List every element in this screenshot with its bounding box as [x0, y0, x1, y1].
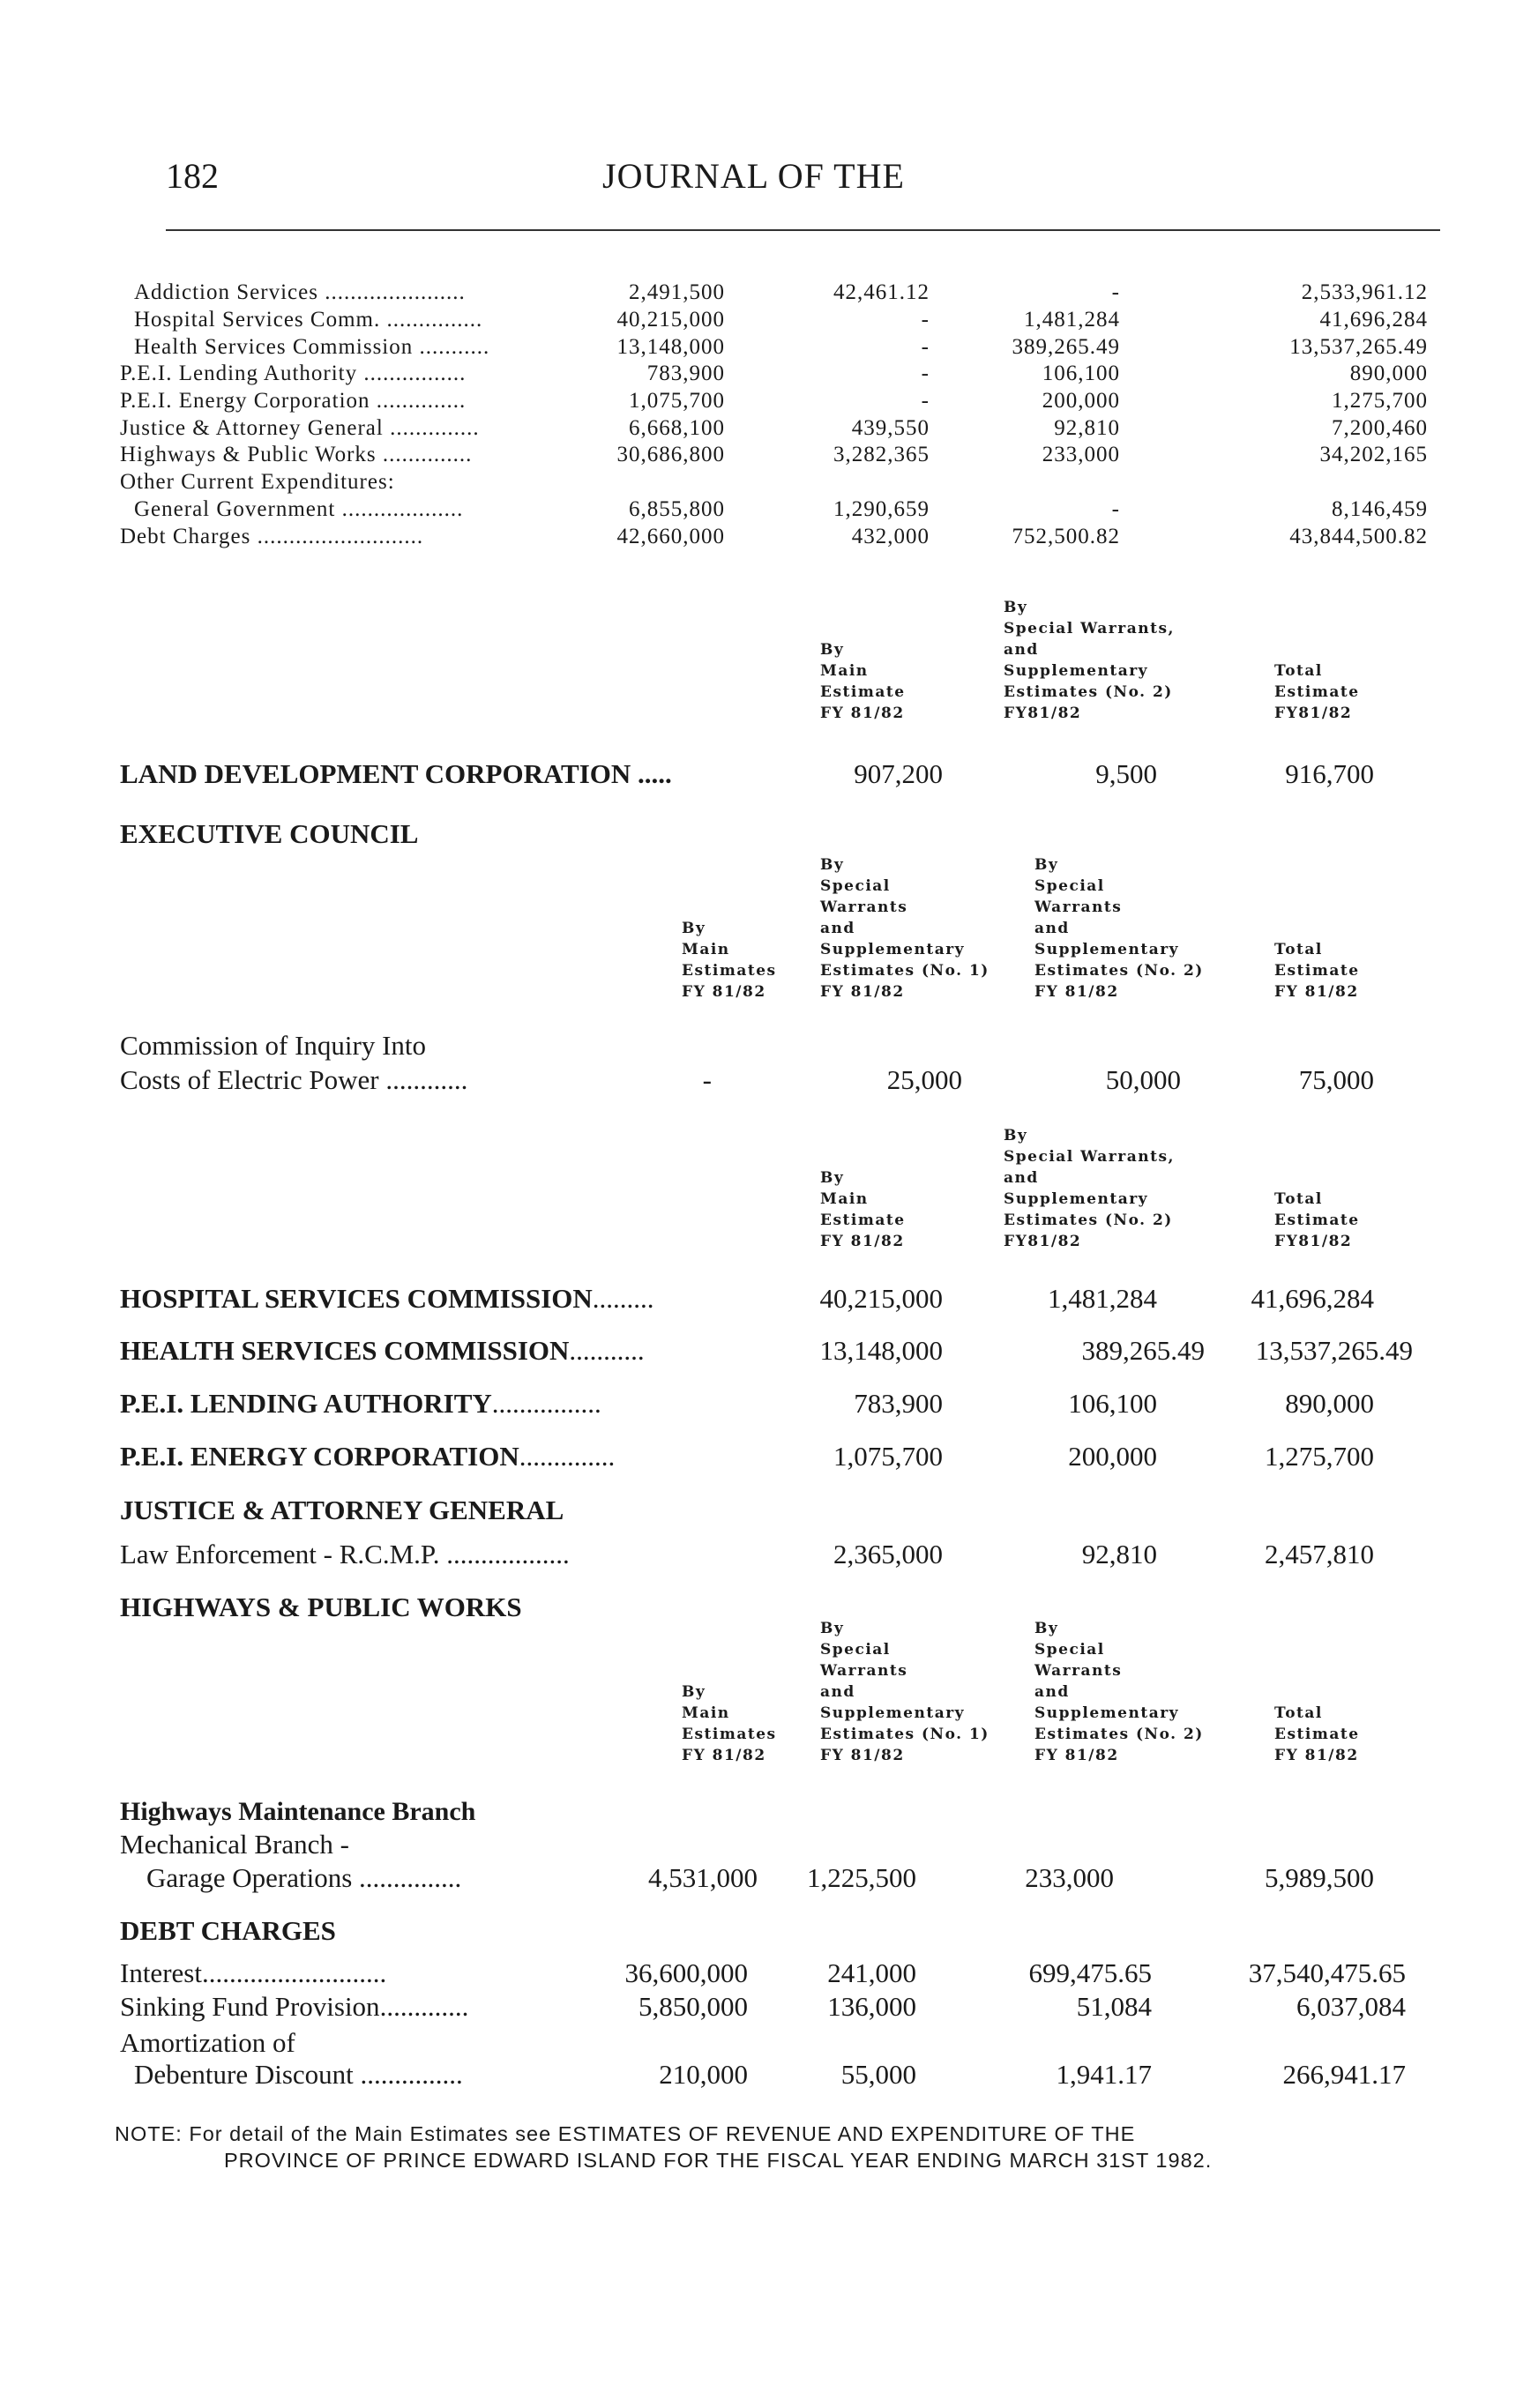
- header-line: FY 81/82: [682, 983, 766, 1001]
- summary-row-label: [134, 280, 466, 305]
- debt-c3-value: 51,084: [1076, 1991, 1152, 2022]
- summary-row-label: [120, 470, 395, 495]
- executive-council-special-2: 50,000: [1105, 1064, 1181, 1095]
- header-line: Main: [682, 941, 730, 958]
- header-line: Estimate: [1274, 683, 1360, 701]
- agency-c2-value: 389,265.49: [1081, 1335, 1205, 1366]
- summary-row-name: Hospital Services Comm.: [134, 308, 381, 332]
- header-line: Estimate: [1274, 1211, 1360, 1229]
- col-header-main-estimates: [682, 1681, 777, 1766]
- header-line: By: [1034, 1620, 1059, 1637]
- col-header-special-warrants-2: [1004, 597, 1175, 724]
- agency-c1-value: 783,900: [854, 1388, 943, 1419]
- agency-c2-value: 200,000: [1068, 1441, 1157, 1472]
- agency-c2-value: 1,481,284: [1048, 1283, 1157, 1314]
- executive-council-total: 75,000: [1298, 1064, 1374, 1095]
- summary-c1-value: 40,215,000: [616, 308, 725, 332]
- amortization-total: 266,941.17: [1282, 2059, 1406, 2090]
- header-line: Estimates (No. 2): [1004, 1211, 1173, 1229]
- debt-c4-value: 37,540,475.65: [1248, 1957, 1406, 1988]
- summary-row-dots: ...........: [419, 335, 490, 359]
- header-line: Special: [820, 877, 891, 895]
- amortization-line2: Debenture Discount ...............: [134, 2059, 463, 2090]
- header-line: and: [820, 1683, 855, 1701]
- header-line: By: [682, 1683, 706, 1701]
- summary-row-label: [120, 362, 466, 386]
- executive-council-line1: Commission of Inquiry Into: [120, 1030, 427, 1061]
- header-line: Warrants: [820, 1662, 908, 1680]
- summary-c4-value: 7,200,460: [1332, 416, 1428, 440]
- header-line: and: [1034, 1683, 1070, 1701]
- header-line: By: [820, 856, 845, 874]
- summary-c2-value: -: [921, 362, 930, 385]
- summary-row-dots: ......................: [325, 280, 466, 304]
- summary-c4-value: 890,000: [1349, 362, 1428, 385]
- summary-c2-value: 3,282,365: [833, 443, 930, 466]
- debt-c1-value: 36,600,000: [624, 1957, 748, 1988]
- header-line: FY 81/82: [1274, 1747, 1359, 1764]
- header-line: Estimates (No. 1): [820, 1726, 990, 1743]
- summary-c3-value: 752,500.82: [1012, 525, 1120, 548]
- col-header-main-estimate: [820, 639, 906, 724]
- col-header-total-estimate: [1274, 660, 1360, 724]
- summary-row-name: P.E.I. Energy Corporation: [120, 389, 370, 413]
- summary-c4-value: 1,275,700: [1332, 389, 1428, 413]
- summary-c2-value: 42,461.12: [833, 280, 930, 304]
- header-line: Estimate: [1274, 1726, 1360, 1743]
- summary-c1-value: 42,660,000: [616, 525, 725, 548]
- summary-c1-value: 30,686,800: [616, 443, 725, 466]
- header-line: FY 81/82: [1274, 983, 1359, 1001]
- land-development-main: 907,200: [854, 758, 943, 789]
- summary-c3-value: -: [1111, 497, 1120, 521]
- summary-row-dots: ...................: [341, 497, 464, 521]
- header-line: FY 81/82: [1034, 983, 1119, 1001]
- header-line: By: [682, 920, 706, 937]
- justice-total: 2,457,810: [1265, 1539, 1374, 1569]
- header-line: Total: [1274, 662, 1323, 680]
- header-line: and: [1004, 641, 1039, 659]
- summary-row-label: [134, 335, 489, 360]
- agency-row-label: [120, 1388, 601, 1420]
- header-line: By: [1004, 599, 1028, 616]
- agency-name: HEALTH SERVICES COMMISSION: [120, 1335, 570, 1366]
- agency-name: HOSPITAL SERVICES COMMISSION: [120, 1283, 593, 1314]
- header-line: FY81/82: [1274, 1233, 1353, 1250]
- header-line: Main: [820, 1190, 869, 1208]
- header-line: Estimates: [682, 962, 777, 980]
- summary-row-label: [120, 416, 480, 441]
- header-line: Estimates: [682, 1726, 777, 1743]
- summary-c2-value: -: [921, 389, 930, 413]
- summary-c2-value: 1,290,659: [833, 497, 930, 521]
- debt-row-label: [120, 1991, 468, 2023]
- col-header-total-estimate: [1274, 1189, 1360, 1252]
- agency-row-label: [120, 1441, 615, 1472]
- summary-row-name: Other Current Expenditures:: [120, 470, 395, 494]
- highways-special-1: 1,225,500: [807, 1862, 916, 1893]
- executive-council-heading: EXECUTIVE COUNCIL: [120, 818, 419, 849]
- header-line: Special Warrants,: [1004, 620, 1175, 637]
- header-line: Special: [1034, 877, 1105, 895]
- page-number: 182: [166, 156, 219, 196]
- header-line: FY81/82: [1004, 705, 1082, 722]
- header-line: Special: [1034, 1641, 1105, 1659]
- footnote-line1: NOTE: For detail of the Main Estimates see ESTIMATES OF REVENUE AND EXPENDITURE OF THE: [115, 2122, 1136, 2145]
- header-rule: [166, 229, 1440, 231]
- agency-dots: .........: [592, 1283, 654, 1314]
- header-line: and: [820, 920, 855, 937]
- summary-c1-value: 783,900: [646, 362, 725, 385]
- highways-special-2: 233,000: [1025, 1862, 1114, 1893]
- header-line: Estimates (No. 1): [820, 962, 990, 980]
- header-line: By: [820, 1169, 845, 1187]
- header-line: Supplementary: [1004, 1190, 1149, 1208]
- debt-row-name: Interest: [120, 1957, 202, 1988]
- header-line: FY81/82: [1274, 705, 1353, 722]
- summary-c3-value: 233,000: [1042, 443, 1120, 466]
- agency-dots: ...........: [569, 1335, 645, 1366]
- debt-charges-heading: DEBT CHARGES: [120, 1915, 336, 1946]
- header-line: Special Warrants,: [1004, 1148, 1175, 1166]
- justice-special: 92,810: [1081, 1539, 1157, 1569]
- debt-c2-value: 241,000: [827, 1957, 916, 1988]
- header-line: FY 81/82: [820, 1233, 905, 1250]
- header-line: Supplementary: [820, 1704, 966, 1722]
- summary-c2-value: 432,000: [851, 525, 930, 548]
- debt-row-name: Sinking Fund Provision: [120, 1991, 380, 2022]
- summary-row-name: Justice & Attorney General: [120, 416, 384, 440]
- journal-title: JOURNAL OF THE: [602, 156, 905, 196]
- highways-line1: Mechanical Branch -: [120, 1829, 349, 1860]
- col-header-special-warrants-1: [820, 854, 990, 1003]
- justice-heading: JUSTICE & ATTORNEY GENERAL: [120, 1495, 564, 1525]
- col-header-special-warrants-2: [1004, 1125, 1175, 1252]
- header-line: By: [1004, 1127, 1028, 1144]
- summary-c1-value: 1,075,700: [629, 389, 725, 413]
- land-development-total: 916,700: [1285, 758, 1374, 789]
- summary-row-dots: ..............: [376, 389, 467, 413]
- highways-main: 4,531,000: [648, 1862, 758, 1893]
- header-line: FY 81/82: [1034, 1747, 1119, 1764]
- summary-row-name: P.E.I. Lending Authority: [120, 362, 358, 385]
- header-line: Estimates (No. 2): [1034, 1726, 1204, 1743]
- summary-c3-value: 1,481,284: [1024, 308, 1120, 332]
- agency-c3-value: 1,275,700: [1265, 1441, 1374, 1472]
- col-header-total-estimate: [1274, 939, 1360, 1003]
- justice-main: 2,365,000: [833, 1539, 943, 1569]
- agency-c1-value: 40,215,000: [819, 1283, 943, 1314]
- summary-c1-value: 2,491,500: [629, 280, 725, 304]
- highways-line2: Garage Operations ...............: [146, 1862, 462, 1893]
- header-line: Estimate: [820, 683, 906, 701]
- agency-c3-value: 13,537,265.49: [1255, 1335, 1413, 1366]
- header-line: Main: [682, 1704, 730, 1722]
- executive-council-main: -: [702, 1064, 712, 1095]
- summary-c4-value: 43,844,500.82: [1289, 525, 1428, 548]
- land-development-special: 9,500: [1095, 758, 1157, 789]
- summary-row-label: [120, 525, 423, 549]
- debt-c1-value: 5,850,000: [639, 1991, 748, 2022]
- executive-council-line2: Costs of Electric Power ............: [120, 1064, 468, 1095]
- summary-c3-value: 200,000: [1042, 389, 1120, 413]
- agency-c3-value: 890,000: [1285, 1388, 1374, 1419]
- header-line: FY 81/82: [682, 1747, 766, 1764]
- header-line: Special: [820, 1641, 891, 1659]
- header-line: FY 81/82: [820, 983, 905, 1001]
- agency-c2-value: 106,100: [1068, 1388, 1157, 1419]
- highways-total: 5,989,500: [1265, 1862, 1374, 1893]
- header-line: By: [820, 1620, 845, 1637]
- amortization-main: 210,000: [659, 2059, 748, 2090]
- agency-name: P.E.I. ENERGY CORPORATION: [120, 1441, 519, 1472]
- footnote: [115, 2121, 1212, 2173]
- summary-row-dots: ..............: [382, 443, 473, 466]
- summary-row-dots: ..............: [390, 416, 480, 440]
- amortization-line1: Amortization of: [120, 2027, 295, 2058]
- header-line: FY 81/82: [820, 705, 905, 722]
- debt-c3-value: 699,475.65: [1028, 1957, 1152, 1988]
- debt-c2-value: 136,000: [827, 1991, 916, 2022]
- summary-c3-value: -: [1111, 280, 1120, 304]
- summary-c2-value: -: [921, 308, 930, 332]
- header-line: Estimate: [1274, 962, 1360, 980]
- amortization-special-1: 55,000: [840, 2059, 916, 2090]
- header-line: By: [1034, 856, 1059, 874]
- agency-name: P.E.I. LENDING AUTHORITY: [120, 1388, 492, 1419]
- header-line: Estimates (No. 2): [1034, 962, 1204, 980]
- summary-c2-value: -: [921, 335, 930, 359]
- agency-c3-value: 41,696,284: [1251, 1283, 1374, 1314]
- summary-row-label: [120, 443, 472, 467]
- summary-row-dots: ................: [363, 362, 467, 385]
- header-line: Warrants: [820, 898, 908, 916]
- agency-c1-value: 13,148,000: [819, 1335, 943, 1366]
- highways-heading: HIGHWAYS & PUBLIC WORKS: [120, 1592, 522, 1622]
- header-line: Supplementary: [1004, 662, 1149, 680]
- summary-c3-value: 389,265.49: [1012, 335, 1120, 359]
- justice-row-label: Law Enforcement - R.C.M.P. ..................: [120, 1539, 570, 1569]
- debt-row-dots: .............: [379, 1991, 469, 2022]
- header-line: Supplementary: [1034, 941, 1180, 958]
- col-header-special-warrants-2: [1034, 1618, 1204, 1766]
- summary-row-label: [134, 497, 463, 522]
- col-header-main-estimate: [820, 1167, 906, 1252]
- header-line: FY81/82: [1004, 1233, 1082, 1250]
- footnote-line2: PROVINCE OF PRINCE EDWARD ISLAND FOR THE FISCAL YEAR ENDING MARCH 31ST 1982.: [224, 2149, 1213, 2172]
- summary-c4-value: 8,146,459: [1332, 497, 1428, 521]
- summary-row-name: Health Services Commission: [134, 335, 414, 359]
- agency-row-label: [120, 1283, 654, 1315]
- header-line: Warrants: [1034, 1662, 1123, 1680]
- summary-c3-value: 92,810: [1054, 416, 1120, 440]
- col-header-total-estimate: [1274, 1703, 1360, 1766]
- header-line: Total: [1274, 941, 1323, 958]
- summary-row-name: Debt Charges: [120, 525, 251, 548]
- summary-row-name: General Government: [134, 497, 336, 521]
- header-line: Estimates (No. 2): [1004, 683, 1173, 701]
- agency-dots: ..............: [519, 1441, 616, 1472]
- header-line: and: [1034, 920, 1070, 937]
- header-line: Warrants: [1034, 898, 1123, 916]
- col-header-special-warrants-2: [1034, 854, 1204, 1003]
- header-line: FY 81/82: [820, 1747, 905, 1764]
- agency-dots: ................: [491, 1388, 601, 1419]
- col-header-main-estimates: [682, 918, 777, 1003]
- header-line: By: [820, 641, 845, 659]
- summary-c1-value: 6,668,100: [629, 416, 725, 440]
- summary-c3-value: 106,100: [1042, 362, 1120, 385]
- executive-council-special-1: 25,000: [886, 1064, 962, 1095]
- col-header-special-warrants-1: [820, 1618, 990, 1766]
- summary-row-label: [120, 389, 466, 414]
- header-line: and: [1004, 1169, 1039, 1187]
- summary-row-name: Highways & Public Works: [120, 443, 377, 466]
- summary-c4-value: 41,696,284: [1319, 308, 1428, 332]
- summary-row-dots: ...............: [386, 308, 483, 332]
- land-development-label: LAND DEVELOPMENT CORPORATION .....: [120, 758, 672, 789]
- summary-c4-value: 2,533,961.12: [1301, 280, 1428, 304]
- summary-row-dots: ..........................: [257, 525, 424, 548]
- header-line: Total: [1274, 1190, 1323, 1208]
- debt-c4-value: 6,037,084: [1296, 1991, 1406, 2022]
- header-line: Estimate: [820, 1211, 906, 1229]
- header-line: Main: [820, 662, 869, 680]
- summary-c4-value: 34,202,165: [1319, 443, 1428, 466]
- debt-row-label: [120, 1957, 386, 1989]
- header-line: Total: [1274, 1704, 1323, 1722]
- summary-row-label: [134, 308, 482, 332]
- summary-c2-value: 439,550: [851, 416, 930, 440]
- agency-row-label: [120, 1335, 645, 1367]
- summary-c1-value: 6,855,800: [629, 497, 725, 521]
- header-line: Supplementary: [1034, 1704, 1180, 1722]
- amortization-special-2: 1,941.17: [1056, 2059, 1152, 2090]
- debt-row-dots: ...........................: [201, 1957, 387, 1988]
- summary-c1-value: 13,148,000: [616, 335, 725, 359]
- header-line: Supplementary: [820, 941, 966, 958]
- highways-subheading: Highways Maintenance Branch: [120, 1797, 476, 1826]
- agency-c1-value: 1,075,700: [833, 1441, 943, 1472]
- summary-row-name: Addiction Services: [134, 280, 318, 304]
- summary-c4-value: 13,537,265.49: [1289, 335, 1428, 359]
